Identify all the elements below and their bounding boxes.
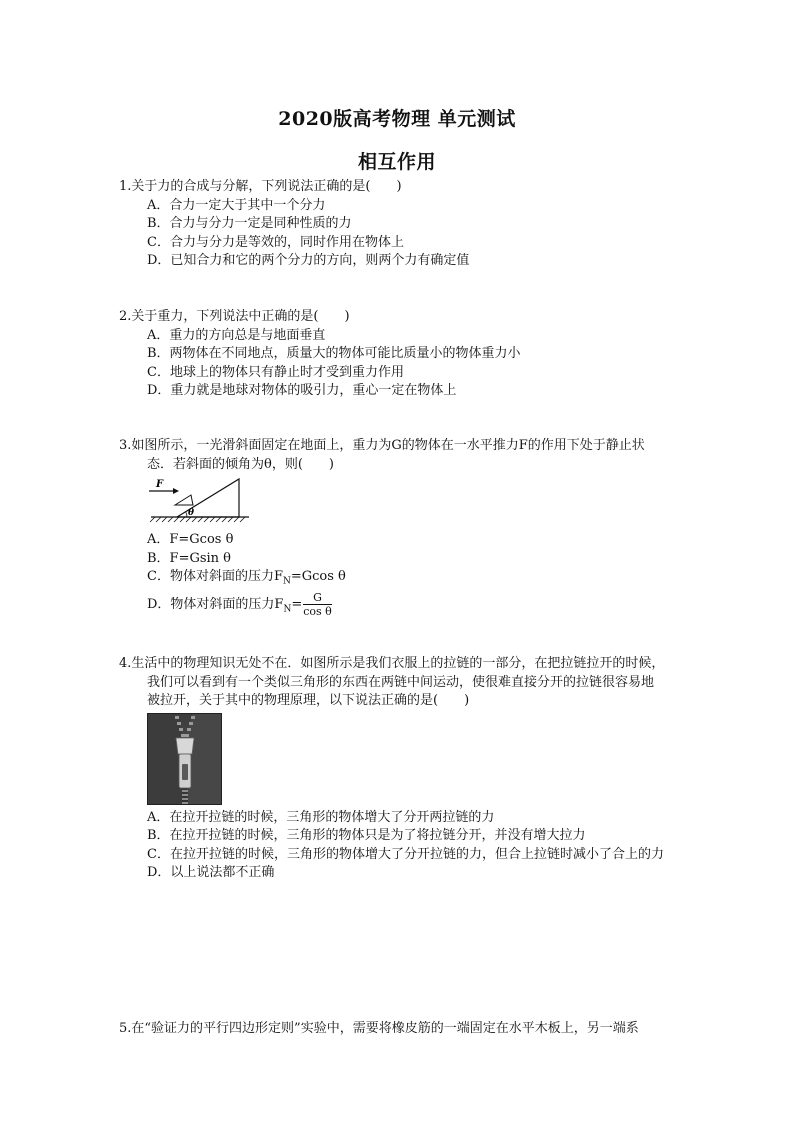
question-2-option-d: D．重力就是地球对物体的吸引力，重心一定在物体上 [147,383,457,398]
question-3-stem-line-1: 3.如图所示，一光滑斜面固定在地面上，重力为G的物体在一水平推力F的作用下处于静止状 [119,438,645,453]
question-5 [119,1020,719,1039]
question-3-option-a: A．F=Gcos θ [147,532,234,547]
incline-diagram [147,477,251,527]
question-3-option-b: B．F=Gsin θ [147,550,232,566]
question-4 [119,655,709,883]
question-4-stem-line-2: 我们可以看到有一个类似三角形的东西在两链中间运动，使很难直接分开的拉链很容易地 [147,674,655,690]
question-1-stem: 1.关于力的合成与分解，下列说法正确的是( ) [119,179,402,194]
page-subtitle: 相互作用 [357,151,436,173]
question-1-option-d: D．已知合力和它的两个分力的方向，则两个力有确定值 [147,253,470,268]
ground-hatching [150,517,245,522]
question-3-option-c: C．物体对斜面的压力$F_N=Gcos$ θ [147,569,346,587]
question-2-stem: 2.关于重力，下列说法中正确的是( ) [119,309,350,324]
angle-label: θ [188,508,195,518]
question-5-stem: 5.在“验证力的平行四边形定则”实验中，需要将橡皮筋的一端固定在水平木板上，另一端系 [119,1021,639,1036]
question-4-stem-line-3: 被拉开，关于其中的物理原理，以下说法正确的是( ) [147,693,470,708]
fraction: $\frac{G}{\text{cos θ}}$ [303,591,332,619]
force-label: F [156,479,164,490]
zipper-photo [147,713,222,805]
question-3-stem-line-2: 态．若斜面的倾角为θ，则( ) [147,456,334,472]
question-1-option-a: A．合力一定大于其中一个分力 [147,197,326,213]
force-arrow-head [173,488,179,494]
question-2-option-c: C．地球上的物体只有静止时才受到重力作用 [147,364,404,380]
angle-arc [186,512,187,517]
block-shape [175,495,193,505]
question-3-option-d: D．物体对斜面的压力$F_N=$ $\frac{G}{\text{cos θ}}$ [147,591,332,619]
question-1-option-b: B．合力与分力一定是同种性质的力 [147,216,352,231]
question-2 [119,308,709,401]
question-1 [119,178,709,271]
zipper-image [148,714,221,804]
question-4-option-c: C．在拉开拉链的时候，三角形的物体增大了分开拉链的力，但合上拉链时减小了合上的力 [147,846,664,862]
question-2-option-b: B．两物体在不同地点，质量大的物体可能比质量小的物体重力小 [147,346,521,361]
question-4-option-d: D．以上说法都不正确 [147,865,275,880]
question-4-stem-line-1: 4.生活中的物理知识无处不在．如图所示是我们衣服上的拉链的一部分，在把拉链拉开的时候， [119,656,665,671]
question-2-option-a: A．重力的方向总是与地面垂直 [147,327,326,343]
question-4-option-b: B．在拉开拉链的时候，三角形的物体只是为了将拉链分开，并没有增大拉力 [147,828,586,843]
question-4-option-a: A．在拉开拉链的时候，三角形的物体增大了分开两拉链的力 [147,809,495,825]
question-1-option-c: C．合力与分力是等效的，同时作用在物体上 [147,234,404,250]
page-title: 2020版高考物理 单元测试 [278,108,516,130]
question-3 [119,437,709,619]
